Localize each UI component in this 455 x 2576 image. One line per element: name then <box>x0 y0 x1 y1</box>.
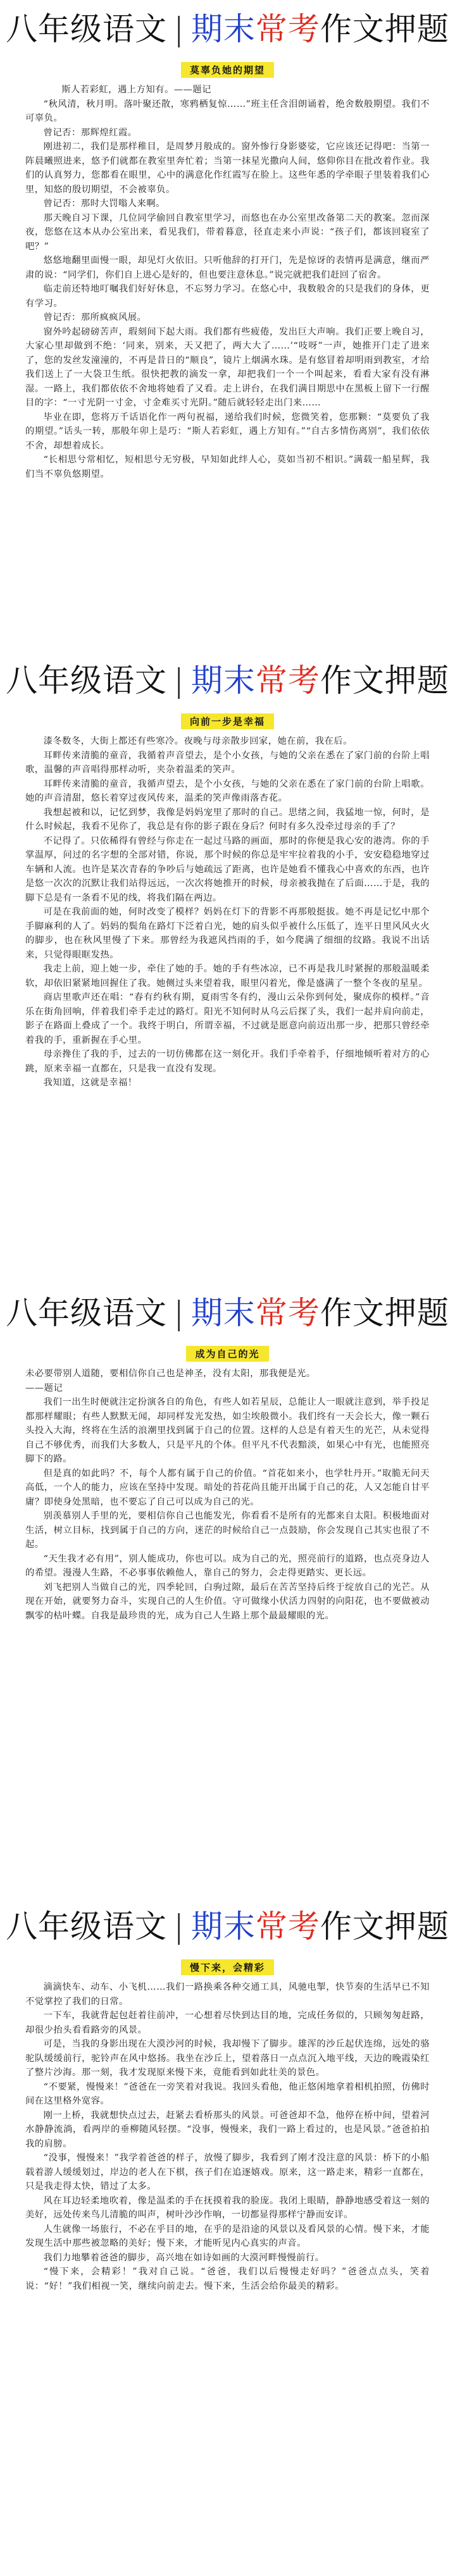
header-red: 常考 <box>255 1295 320 1331</box>
header-red: 常考 <box>255 662 320 699</box>
essay-title: 向前一步是幸福 <box>181 713 274 729</box>
essay-body <box>0 1367 455 1623</box>
essay-paragraph: 我知道，这就是幸福！ <box>43 1078 137 1088</box>
section-header <box>0 651 455 705</box>
header-tail: 作文押题 <box>320 1908 449 1945</box>
section-header <box>0 0 455 53</box>
essay-paragraph: 刚一上桥，我就想快点过去，赶紧去看桥那头的风景。可爸爸却不急，他停在桥中间，望着河水静静流淌，看两岸的垂柳随风轻摆。“没事，慢慢来，我们一路上看过的，也是风景。”爸爸拍拍我的肩膀。 <box>25 2110 430 2149</box>
essay-section-3 <box>0 1284 455 1885</box>
essay-paragraph: 我想起被和以，记忆到梦，我像是妈妈宠里了那时的自己。思绪之间，我猛地一惊，何时，是什么时候起，我看不见你了，我总是有你的影子跟在身后？何时有多久没牵过母亲的手了？ <box>25 807 430 832</box>
essay-paragraph: “没事，慢慢来！”我学着爸爸的样子，放慢了脚步，我看到了刚才没注意的风景：桥下的小船载着游人缓缓划过，岸边的老人在下棋，孩子们在追逐嬉戏。原来，这一路走来，精彩一直都在，只是我走得太快，错过了太多。 <box>25 2153 430 2191</box>
essay-paragraph: 我们一出生时便就注定扮演各自的角色，有些人如若星辰，总能让人一眼就注意到，举手投足都那样耀眼；有些人默默无闻，却同样发光发热，如尘埃般微小。我们终有一天会长大，像一颗石头投入大海，终将在生活的浪潮里找到属于自己的位置。这样的人总是有着天生的光芒，从未觉得自己不够优秀，而我们大多数人，只是平凡的个体。但平凡不代表黯淡，如果心中有光，也能照亮脚下的路。 <box>25 1397 430 1464</box>
essay-paragraph: 漆冬数冬，大街上都还有些寒冷。夜晚与母亲散步回家，她在前，我在后。 <box>43 736 352 746</box>
header-blue: 期末 <box>190 1295 256 1331</box>
essay-paragraph: “长相思兮常相忆，短相思兮无穷极，早知如此绊人心，莫如当初不相识。”满载一船星辉，我们当不辜负悠期望。 <box>25 455 430 479</box>
essay-paragraph: 未必要带别人道随，要相信你自己也是神圣，没有太阳，那我便是光。 <box>25 1369 316 1379</box>
header-blue: 期末 <box>190 1908 256 1945</box>
essay-paragraph: 刚进初二，我们是那样稚目，是周梦月般成的。窗外惨行身影婆娑，它应该还记得吧：当第一阵晨曦照进来，悠予们就都在教室里奔忙着；当第一抹星光撒向人间，悠仰你目在批改着作业。我们的认真努力，您都看在眼里，心中的满意化作红霞写在脸上。这些年悉的学牵眼子里装着我们心里，知悠的殷切期望，不会被辜负。 <box>25 142 430 195</box>
essay-paragraph: 临走前还特地叮嘱我们好好休息，不忘努力学习。在悠心中，我数般舍的只是我们的身体，更有学习。 <box>25 284 430 309</box>
essay-paragraph: “天生我才必有用”，别人能成功，你也可以。成为自己的光，照亮前行的道路，也点亮身边人的希望。漫漫人生路，不必事事依赖他人，靠自己的努力，会走得更踏实、更长远。 <box>25 1553 430 1578</box>
header-blue: 期末 <box>190 11 256 47</box>
essay-paragraph: 窗外吟起磅磅苦声，瑕刻间下起大雨。我们都有些疲倦，发出巨大声响。我们正要上晚自习，大家心里却做到不绝：‘同来，别来，天又把了，两大大了……’“吱呀”一声，她推开门走了进来了，您的发丝发潼潼的，不再是昔日的“顺良”，镜片上烟满水珠。是有悠冒着却明雨到教室，才给我们送上了一大袋卫生纸。很快把教的滴发一拿，却把我们一个一个叫起来，看看大家有没有淋湿。一路上，我们都依依不舍地将她看了又看。走上讲台，在我们满目期思中在黑板上留下一行醒目的字：“一寸光阴一寸金，寸金难买寸光阴。”随后就轻轻走出门来…… <box>25 326 430 408</box>
essay-paragraph: 曾记否：那辉煌红霞。 <box>43 127 137 138</box>
essay-paragraph: “不要紧，慢慢来！”爸爸在一旁笑着对我说。我回头看他，他正悠闲地拿着相机拍照，仿佛时间在这里格外宽容。 <box>25 2081 430 2106</box>
header-blue: 期末 <box>190 662 256 699</box>
essay-paragraph: 母亲搀住了我的手，过去的一切仿佛都在这一刻化开。我们手牵着手，仔细地倾听着对方的心跳，原来幸福一直都在，只是我一直没有发现。 <box>25 1049 430 1074</box>
header-separator: | <box>173 1908 185 1945</box>
essay-paragraph: 不记得了。只依稀得有曾经与你走在一起过马路的画面，那时的你便是我心安的港湾。你的手掌温厚，问过的名字想的全部对错，你说，那个时候的你总是牢牢拉着我的小手，安安稳稳地穿过车辆和人流。也许是某次青春的争吵后与她疏远了距离，也许是她看不懂我心中喜欢的东西，也许是悠一次次的沉默让我们站得远远，一次次将她推开的时候，母亲被我抛在了后面……于是，我的脚下总是有一条看不见的线，将我们隔在两边。 <box>25 835 430 903</box>
essay-paragraph: 风在耳边轻柔地吹着，像是温柔的手在抚摸着我的脸庞。我闭上眼睛，静静地感受着这一刻的美好，远处传来鸟儿清脆的叫声，树叶沙沙作响，一切都显得那样宁静而安详。 <box>25 2195 430 2220</box>
essay-paragraph: 耳畔传来清脆的童音，我循声望去，是个小女孩，与她的父亲在悉在了家门前的台阶上唱歌。她的声音清甜，悠长着穿过夜风传来，温柔的笑声像雨落杏花。 <box>25 779 430 803</box>
essay-paragraph: 曾记否：那所疯疯风展。 <box>43 312 147 323</box>
header-grade: 八年级语文 <box>6 1908 168 1945</box>
essay-paragraph: 那天晚自习下课，几位同学偷回自教室里学习，而悠也在办公室里改备第二天的教案。忽而深夜，您悠在这本从办公室出来，看见我们，带着暮意，径直走来小声说：“孩子们，都该回寝室了吧？” <box>25 213 430 252</box>
header-tail: 作文押题 <box>320 11 449 47</box>
essay-paragraph: 毕业在即，您将万千话语化作一两句祝福，递给我们时候，您微笑着，您那颗：“莫要负了我的期望。”话头一转，那般年卯上是巧：“斯人若彩虹，遇上方知有。”“自古多情伤离别”，我们依依不舍，却想着成长。 <box>25 412 430 451</box>
essay-paragraph: 可是在我前面的她，何时改变了模样？妈妈在灯下的背影不再那般挺拔。她不再是记忆中那个手脚麻利的人了。妈妈的鬓角在路灯下泛着白光，她的肩头似乎被什么压低了，连平日里风风火火的脚步，也在秋风里慢了下来。那曾经为我遮风挡雨的手，如今爬满了细细的纹路。我说不出话来，只觉得眼眶发热。 <box>25 907 430 960</box>
essay-paragraph: “慢下来，会精彩！”我对自己说。“爸爸，我们以后慢慢走好吗？”爸爸点点头，笑着说：“好！”我们相视一笑，继续向前走去。慢下来，生活会给你最美的精彩。 <box>25 2267 430 2291</box>
essay-paragraph: 人生就像一场旅行，不必在乎目的地，在乎的是沿途的风景以及看风景的心情。慢下来，才能发现生活中那些被忽略的美好；慢下来，才能听见内心真实的声音。 <box>25 2224 430 2248</box>
essay-paragraph: 我们力地攀着爸爸的脚步，高兴地在如诗如画的大漠河畔慢慢前行。 <box>43 2252 325 2263</box>
essay-paragraph: 一下车，我就背起包赶着往前冲，一心想着尽快到达目的地，完成任务似的，只顾匆匆赶路，却很少抬头看看路旁的风景。 <box>25 2011 430 2035</box>
header-red: 常考 <box>255 1908 320 1945</box>
essay-title: 慢下来，会精彩 <box>181 1959 274 1975</box>
essay-body <box>0 734 455 1090</box>
essay-body <box>0 1980 455 2293</box>
essay-paragraph: 曾记否：那时大罚嗡人来啊。 <box>43 199 165 209</box>
essay-paragraph: 别羡慕别人手里的光，要相信你自己也能发光，你看看不是所有的光都来自太阳。积极地面对生活，树立目标，找到属于自己的方向，迷茫的时候给自己一点鼓励，你会发现自己其实也很了不起。 <box>25 1511 430 1550</box>
essay-paragraph: 可是，当我的身影出现在大漠沙河的时候，我却慢下了脚步。雄浑的沙丘起伏连绵，远处的骆驼队缓缓前行，驼铃声在风中悠扬。我坐在沙丘上，望着落日一点点沉入地平线，天边的晚霞染红了整片沙海。那一刻，我才发现原来慢下来，竟能看到如此壮美的景色。 <box>25 2039 430 2078</box>
header-grade: 八年级语文 <box>6 11 168 47</box>
essay-paragraph: “秋风清，秋月明。落叶聚还散，寒鸦栖复惊……”班主任含泪朗诵着，绝舍数般期望。我们不可辜负。 <box>25 99 430 123</box>
essay-paragraph: 斯人若彩虹，遇上方知有。——题记 <box>61 85 211 95</box>
header-grade: 八年级语文 <box>6 662 168 699</box>
essay-section-2 <box>0 651 455 1271</box>
essay-body <box>0 83 455 481</box>
essay-paragraph: 悠悠地翻里面慢一眼，却见灯火依旧。只听他辞的打开门，先是惊讶的表情再是满意，继而严肃的说：“同学们，你们自上进心是好的，但也要注意休息。”说完就把我们赶回了宿舍。 <box>25 256 430 280</box>
essay-paragraph: 刘飞把别人当做自己的光，四季轮回，白驹过隙，最后在苦苦坚持后终于绽放自己的光芒。从现在开始，就要努力奋斗，实现自己的人生价值。守可做缘小伏活力四射的向阳花，也不要做被动飘零的枯叶蝶。自我是最珍贵的光，成为自己人生路上那个最最耀眼的光。 <box>25 1582 430 1621</box>
essay-title: 成为自己的光 <box>186 1346 268 1362</box>
essay-section-4 <box>0 1897 455 2576</box>
header-separator: | <box>173 662 185 699</box>
header-separator: | <box>173 11 185 47</box>
essay-paragraph: 耳畔传来清脆的童音，我循着声音望去，是个小女孩，与她的父亲在悉在了家门前的台阶上唱歌，温馨的声音唱得那样动听，夹杂着温柔的笑声。 <box>25 750 430 775</box>
essay-paragraph: ——题记 <box>25 1383 63 1393</box>
header-tail: 作文押题 <box>320 662 449 699</box>
essay-paragraph: 商店里歌声还在唱：“春有约秋有期，夏雨雪冬有约，漫山云朵你到何处，聚成你的模样。”音乐在街角回响，伴着我们牵手走过的路灯。阳光不知何时从乌云后探了头，我们一起并肩向前走，影子在路面上叠成了一个。我终于明白，所谓幸福，不过就是愿意向前迈出那一步，把那只曾经牵着我的手，重新握在手心里。 <box>25 992 430 1045</box>
header-red: 常考 <box>255 11 320 47</box>
section-header <box>0 1284 455 1337</box>
essay-paragraph: 我走上前，迎上她一步，牵住了她的手。她的手有些冰凉，已不再是我儿时紧握的那般温暖柔软，却依旧紧紧地回握住了我。她侧过头来望着我，眼里闪着光，像是盛满了一整个冬夜的星星。 <box>25 964 430 989</box>
header-tail: 作文押题 <box>320 1295 449 1331</box>
header-separator: | <box>173 1295 185 1331</box>
header-grade: 八年级语文 <box>6 1295 168 1331</box>
essay-section-1 <box>0 0 455 639</box>
essay-paragraph: 但是真的如此吗？不，每个人都有属于自己的价值。“首花如来小，也学牡丹开。”取脆无问天高低，一个人的能力，应该在坚持中发现。暗处的苔花尚且能开出属于自己的花，人又怎能自甘平庸？即使身处黑暗，也不要忘了自己可以成为自己的光。 <box>25 1468 430 1507</box>
section-header <box>0 1897 455 1950</box>
essay-paragraph: 滴滴快车、动车、小飞机……我们一路换乘各种交通工具，风驰电掣，快节奏的生活早已不知不觉掌控了我们的日常。 <box>25 1982 430 2007</box>
essay-title: 莫辜负她的期望 <box>181 62 274 78</box>
